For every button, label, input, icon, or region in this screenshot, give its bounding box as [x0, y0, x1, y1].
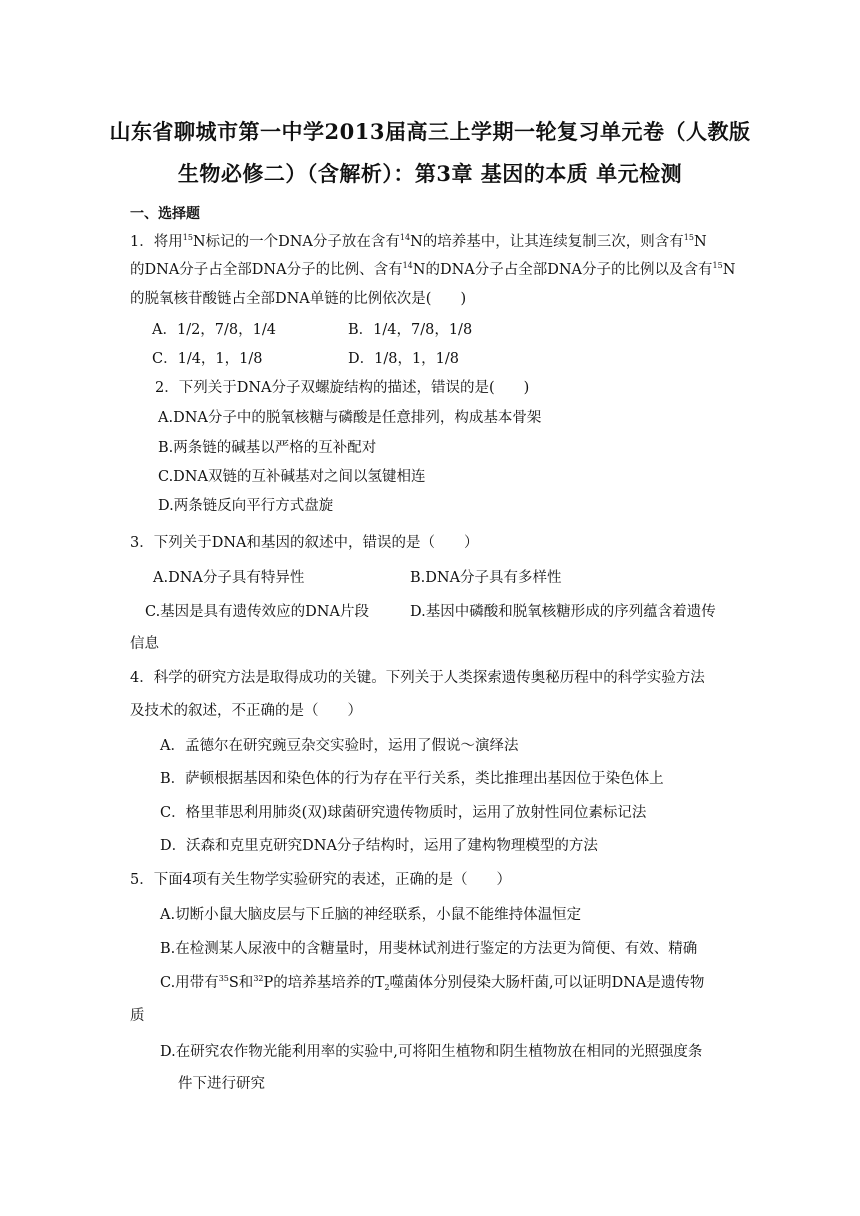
q3-stem: 3．下列关于DNA和基因的叙述中，错误的是（ ）	[130, 535, 479, 551]
q3-option-c: C.基因是具有遗传效应的DNA片段	[145, 604, 369, 620]
q5-stem: 5．下面4项有关生物学实验研究的表述，正确的是（ ）	[130, 872, 511, 888]
q1-text: N	[693, 234, 707, 250]
q5-text: 噬菌体分别侵染大肠杆菌,可以证明DNA是遗传物	[389, 975, 705, 991]
q5-option-b: B.在检测某人尿液中的含糖量时，用斐林试剂进行鉴定的方法更为简便、有效、精确	[160, 941, 698, 957]
section-heading: 一、选择题	[130, 206, 200, 222]
doc-title-line-2: 生物必修二）（含解析）：第3章 基因的本质 单元检测	[177, 161, 683, 186]
q4-option-a: A．孟德尔在研究豌豆杂交实验时，运用了假说～演绎法	[160, 738, 519, 754]
q5-text: S和	[228, 975, 254, 991]
q1-superscript: 14	[399, 233, 411, 242]
q1-text: N的DNA分子占全部DNA分子的比例以及含有	[412, 262, 713, 278]
q5-option-d-line-2: 件下进行研究	[178, 1076, 265, 1092]
q1-option-b: B．1/4，7/8，1/8	[348, 322, 473, 338]
q1-superscript: 15	[712, 261, 723, 270]
q1-text: N	[722, 262, 736, 278]
q5-text: P的培养基培养的T	[263, 975, 385, 991]
q2-option-c: C.DNA双链的互补碱基对之间以氢键相连	[158, 469, 426, 485]
q1-text: 的DNA分子占全部DNA分子的比例、含有	[130, 262, 403, 278]
q2-stem: 2．下列关于DNA分子双螺旋结构的描述，错误的是( )	[155, 380, 530, 396]
q1-superscript: 15	[683, 233, 694, 242]
q2-option-d: D.两条链反向平行方式盘旋	[158, 498, 334, 514]
q3-option-b: B.DNA分子具有多样性	[410, 570, 562, 586]
q1-option-c: C．1/4，1，1/8	[152, 351, 263, 367]
q5-superscript: 35	[218, 974, 229, 983]
q1-stem-line-2	[130, 258, 735, 279]
q5-option-a: A.切断小鼠大脑皮层与下丘脑的神经联系，小鼠不能维持体温恒定	[160, 907, 582, 923]
q4-option-c: C．格里菲思利用肺炎(双)球菌研究遗传物质时，运用了放射性同位素标记法	[160, 805, 647, 821]
q4-option-d: D．沃森和克里克研究DNA分子结构时，运用了建构物理模型的方法	[160, 838, 598, 854]
q3-option-d-line-1: D.基因中磷酸和脱氧核糖形成的序列蕴含着遗传	[410, 604, 716, 620]
q5-option-c-line-2: 质	[130, 1008, 145, 1024]
q1-superscript: 15	[182, 233, 193, 242]
q4-stem-line-1: 4．科学的研究方法是取得成功的关键。下列关于人类探索遗传奥秘历程中的科学实验方法	[130, 670, 705, 686]
q1-superscript: 14	[402, 261, 413, 270]
q1-stem-line-1	[130, 230, 707, 251]
q4-option-b: B．萨顿根据基因和染色体的行为存在平行关系，类比推理出基因位于染色体上	[160, 771, 664, 787]
q3-option-a: A.DNA分子具有特异性	[153, 570, 305, 586]
q5-option-d-line-1: D.在研究农作物光能利用率的实验中,可将阳生植物和阴生植物放在相同的光照强度条	[160, 1044, 703, 1060]
q1-text: N的培养基中，让其连续复制三次，则含有	[410, 234, 684, 250]
q2-option-a: A.DNA分子中的脱氧核糖与磷酸是任意排列，构成基本骨架	[158, 410, 542, 426]
q5-superscript: 32	[253, 974, 264, 983]
doc-title-line-1: 山东省聊城市第一中学2013届高三上学期一轮复习单元卷（人教版	[109, 119, 751, 144]
q5-text: C.用带有	[160, 975, 219, 991]
q1-text: 1．将用	[130, 234, 183, 250]
q5-subscript: 2	[384, 983, 390, 992]
q3-option-d-line-2: 信息	[130, 636, 159, 652]
q1-stem-line-3: 的脱氧核苷酸链占全部DNA单链的比例依次是( )	[130, 291, 467, 307]
q2-option-b: B.两条链的碱基以严格的互补配对	[158, 440, 377, 456]
q1-text: N标记的一个DNA分子放在含有	[192, 234, 400, 250]
q1-option-d: D．1/8，1，1/8	[348, 351, 460, 367]
q5-option-c-line-1	[160, 971, 704, 992]
q4-stem-line-2: 及技术的叙述，不正确的是（ ）	[130, 703, 362, 719]
q1-option-a: A．1/2，7/8，1/4	[152, 322, 276, 338]
